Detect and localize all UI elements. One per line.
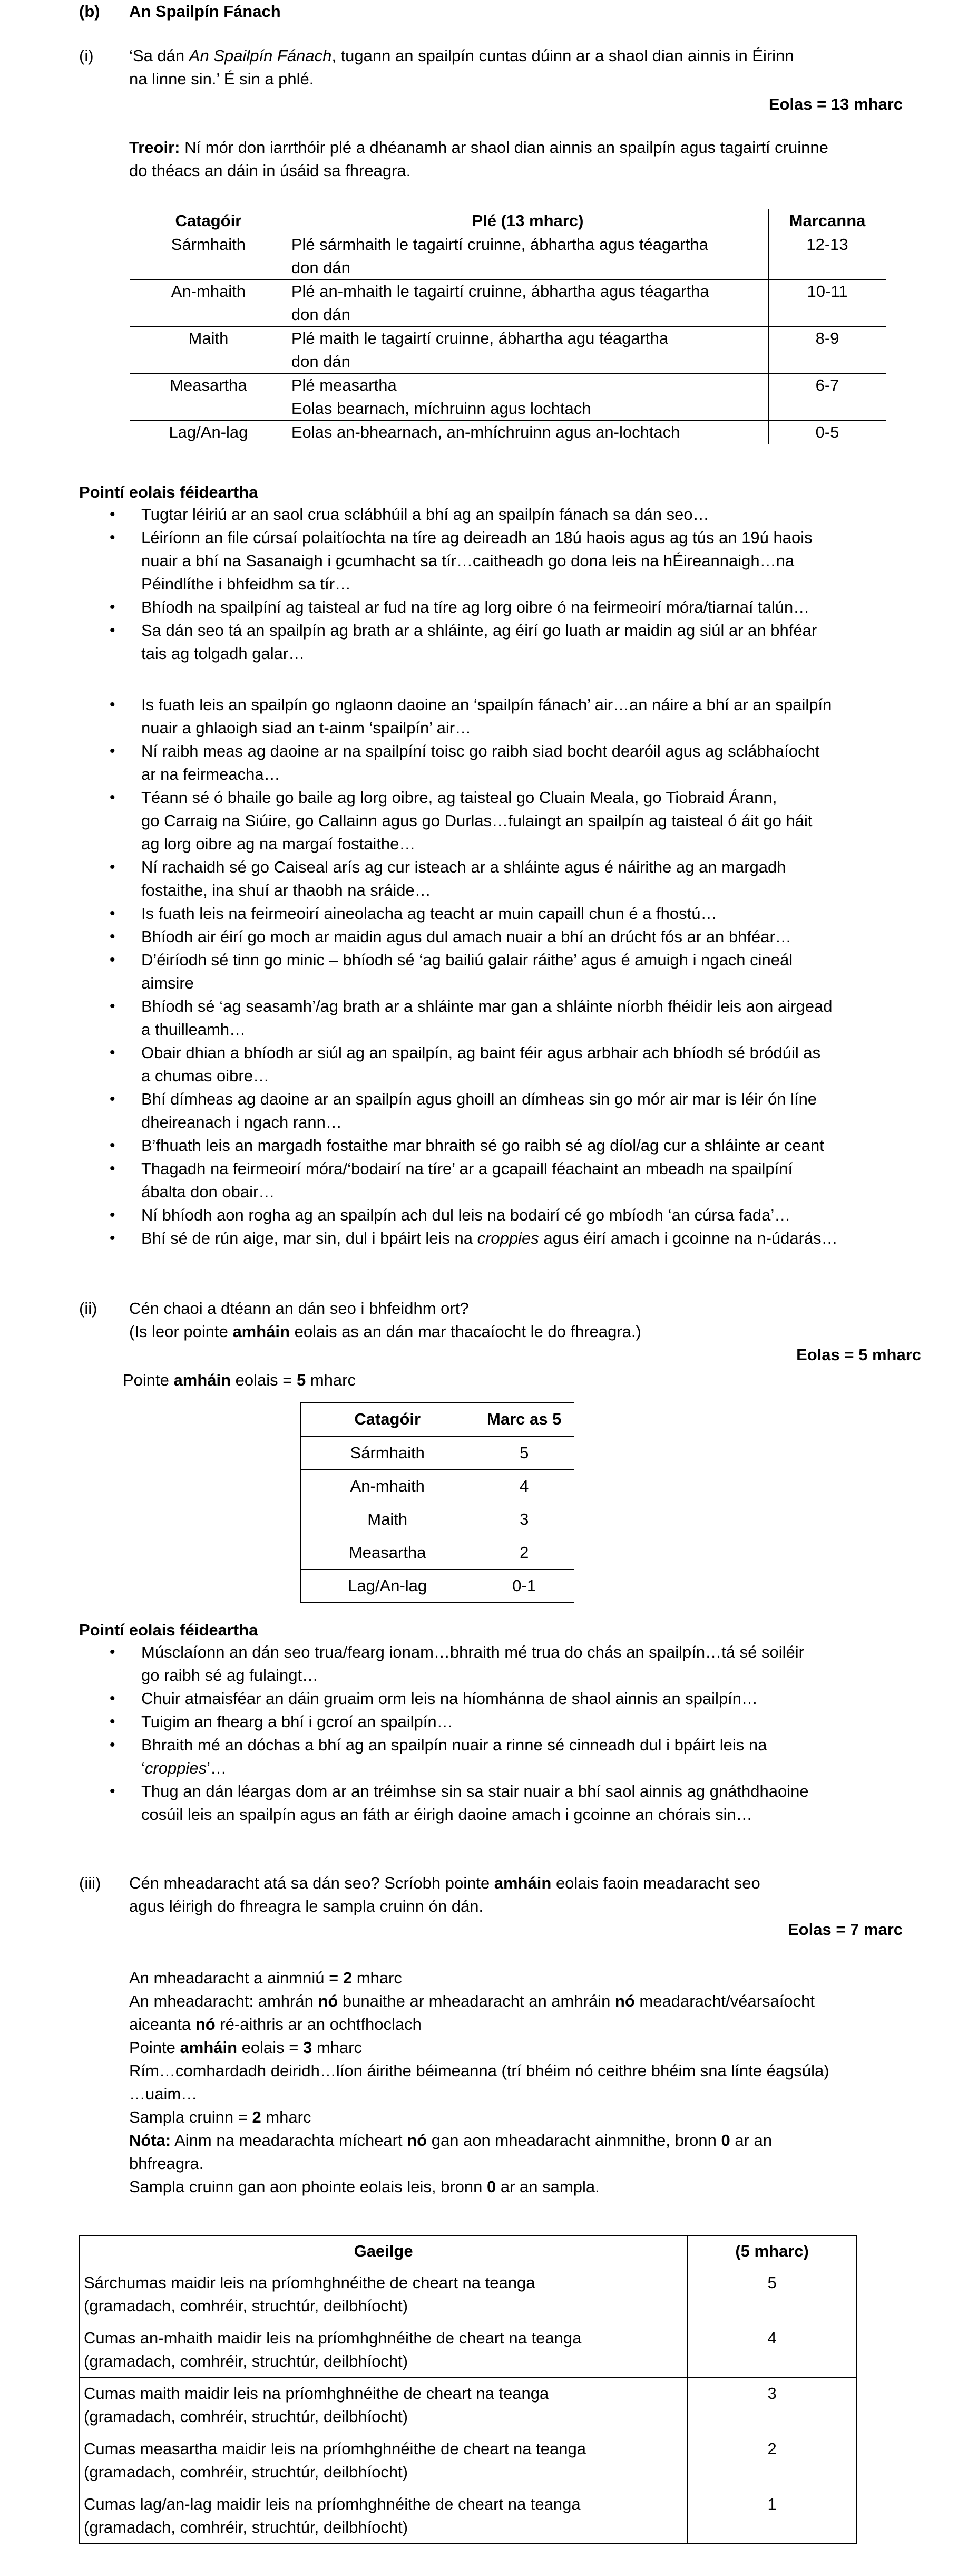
list-item (141, 1204, 911, 1227)
q3-question (129, 1872, 893, 1918)
point-line: • Ní rachaidh sé go Caiseal arís ag cur isteach ar a shláinte agus é náirithe ag an margadh (141, 858, 786, 876)
point-line: go raibh sé ag fulaingt… (141, 1666, 319, 1684)
q3-note-text: Rím…comhardadh deiridh…líon áirithe béimeanna (trí bhéim nó ceithre bhéim sna línte éagsúla) (129, 2061, 829, 2080)
q3-number: (iii) (79, 1874, 101, 1892)
q3-note-bold: 0 (721, 2131, 730, 2149)
table-cell-category: Measartha (130, 374, 287, 421)
q3-note-text: ré-aithris ar an ochtfhoclach (215, 2015, 422, 2033)
col-header: Plé (13 mharc) (287, 209, 768, 233)
table-cell-mark: 2 (688, 2433, 857, 2488)
table-row (130, 327, 886, 374)
table-cell-category: Maith (130, 327, 287, 374)
ple-line1: Plé an-mhaith le tagairtí cruinne, ábhartha agus téagartha (291, 282, 709, 301)
q3-note-text: ar an (730, 2131, 773, 2149)
point-line: • Thagadh na feirmeoirí móra/‘bodairí na tíre’ ar a gcapaill féachaint an mbeadh na spailpíní (141, 1159, 793, 1178)
q1-q-italic: An Spailpín Fánach (189, 46, 332, 65)
table-cell-mark: 1 (688, 2488, 857, 2544)
q3-note-bold: 2 (252, 2108, 261, 2126)
q3-note-bold: nó (318, 1992, 338, 2010)
q2-question-text: Cén chaoi a dtéann an dán seo i bhfeidhm ort? (129, 1299, 469, 1318)
table-cell-mark: 5 (688, 2267, 857, 2322)
desc-line: (gramadach, comhréir, struchtúr, deilbhíocht) (84, 2297, 408, 2315)
q3-note-text: ar an sampla. (496, 2177, 600, 2196)
point-line: dheireanach i ngach rann… (141, 1113, 342, 1131)
point-line: Bhí sé de rún aige, mar sin, dul i bpáirt leis na (141, 1229, 477, 1247)
desc-line: (gramadach, comhréir, struchtúr, deilbhíocht) (84, 2352, 408, 2370)
q1-points-list (141, 503, 911, 665)
list-item (141, 1157, 911, 1204)
table-cell-mark: 3 (688, 2378, 857, 2433)
table-row (130, 280, 886, 327)
q2-pointe (123, 1369, 356, 1392)
list-item (141, 503, 911, 526)
point-line: • Chuir atmaisféar an dáin gruaim orm leis na híomhánna de shaol ainnis an spailpín… (141, 1689, 758, 1708)
point-line: nuair a ghlaoigh siad an t-ainm ‘spailpín’ air… (141, 719, 472, 737)
col-header: Catagóir (301, 1403, 474, 1437)
list-item (141, 619, 911, 665)
table-cell-ple (287, 233, 768, 280)
point-line: Péindlíthe i bhfeidhm sa tír… (141, 575, 351, 593)
point-line: ar na feirmeacha… (141, 765, 280, 783)
q3-note-text: bunaithe ar mheadaracht an amhráin (338, 1992, 615, 2010)
point-line: agus éirí amach i gcoinne na n-údarás… (539, 1229, 838, 1247)
point-line: a thuilleamh… (141, 1020, 246, 1039)
q3-note-bold: nó (614, 1992, 635, 2010)
q1-marking-table (130, 209, 886, 444)
q2-marks: Eolas = 5 mharc (796, 1345, 921, 1364)
q2-number: (ii) (79, 1299, 97, 1318)
point-line: nuair a bhí na Sasanaigh i gcumhacht sa tír…caitheadh go dona leis na hÉireannaigh…na (141, 551, 795, 570)
point-line: • Obair dhian a bhíodh ar siúl ag an spailpín, ag baint féir agus arbhair ach bhíodh sé bródúil as (141, 1043, 821, 1062)
table-row (301, 1503, 574, 1536)
table-cell-marks: 0-5 (769, 421, 886, 444)
treoir-label: Treoir: (129, 138, 180, 157)
table-cell-marks: 8-9 (769, 327, 886, 374)
q2-note: (Is leor pointe (129, 1322, 233, 1341)
list-item (141, 1227, 911, 1250)
list-item (141, 786, 911, 856)
q2-note: eolais as an dán mar thacaíocht le do fhreagra.) (289, 1322, 641, 1341)
table-header-row (130, 209, 886, 233)
table-cell-mark: 4 (688, 2322, 857, 2378)
point-line: • Is fuath leis an spailpín go nglaonn daoine an ‘spailpín fánach’ air…an náire a bhí ar an spailpín (141, 695, 832, 714)
table-cell-ple (287, 421, 768, 444)
point-line: cosúil leis an spailpín agus an fáth ar éirigh daoine amach i gcoinne an chórais sin… (141, 1805, 752, 1824)
ple-line1: Plé sármhaith le tagairtí cruinne, ábhartha agus téagartha (291, 235, 708, 254)
q3-q-text: eolais faoin meadaracht seo (551, 1874, 760, 1892)
point-line: • B’fhuath leis an margadh fostaithe mar bhraith sé go raibh sé ag díol/ag cur a shláinte ar ceant (141, 1136, 824, 1155)
point-line: ag lorg oibre ag na margaí fostaithe… (141, 835, 416, 853)
table-cell-mark: 4 (474, 1470, 574, 1503)
table-row (301, 1570, 574, 1603)
table-cell-category: An-mhaith (130, 280, 287, 327)
point-line: ’… (207, 1759, 227, 1777)
point-line: • Bhíodh air éirí go moch ar maidin agus dul amach nuair a bhí an drúcht fós ar an bhféar… (141, 927, 791, 946)
list-item (141, 740, 911, 786)
table-row (80, 2322, 857, 2378)
q2-points-list (141, 1641, 911, 1826)
ple-line1: Plé maith le tagairtí cruinne, ábhartha agu téagartha (291, 329, 669, 347)
table-row (301, 1536, 574, 1570)
q3-note-text: aiceanta (129, 2015, 195, 2033)
q3-note-text: meadaracht/véarsaíocht (634, 1992, 815, 2010)
treoir-line1: Ní mór don iarrthóir plé a dhéanamh ar shaol dian ainnis an spailpín agus tagairtí cruinne (180, 138, 828, 157)
q3-marks: Eolas = 7 marc (788, 1920, 903, 1939)
q3-note-bold: Nóta: (129, 2131, 171, 2149)
q3-note-bold: amháin (180, 2038, 238, 2057)
q3-note-text: bhfreagra. (129, 2154, 204, 2173)
table-cell-description (80, 2322, 688, 2378)
q1-q-pre: ‘Sa dán (129, 46, 189, 65)
table-cell-mark: 3 (474, 1503, 574, 1536)
q2-points-heading: Pointí eolais féideartha (79, 1621, 258, 1639)
table-cell-marks: 6-7 (769, 374, 886, 421)
point-line: tais ag tolgadh galar… (141, 644, 305, 663)
section-title: An Spailpín Fánach (129, 2, 281, 21)
table-cell-mark: 2 (474, 1536, 574, 1570)
table-cell-marks: 10-11 (769, 280, 886, 327)
gaeilge-marking-table (79, 2235, 857, 2544)
list-item (141, 1041, 911, 1088)
point-line: • Bhí dímheas ag daoine ar an spailpín agus ghoill an dímheas sin go mór air mar is léir ón líne (141, 1090, 817, 1108)
table-cell-ple (287, 280, 768, 327)
list-item (141, 1687, 911, 1710)
treoir-line2: do théacs an dáin in úsáid sa fhreagra. (129, 161, 411, 180)
table-row (301, 1470, 574, 1503)
desc-line: (gramadach, comhréir, struchtúr, deilbhíocht) (84, 2518, 408, 2536)
point-italic: croppies (144, 1759, 207, 1777)
q1-points-list-2 (141, 693, 911, 1250)
q3-note-text: An mheadaracht: amhrán (129, 1992, 318, 2010)
table-row (130, 233, 886, 280)
point-line: • Bhíodh na spailpíní ag taisteal ar fud na tíre ag lorg oibre ó na feirmeoirí móra/tiarnaí talún… (141, 598, 810, 616)
point-line: go Carraig na Siúire, go Callainn agus go Durlas…fulaingt an spailpín ag taisteal ó áit go háit (141, 811, 813, 830)
q3-note-text: mharc (352, 1969, 402, 1987)
table-cell-ple (287, 374, 768, 421)
point-italic: croppies (477, 1229, 539, 1247)
q3-note-text: An mheadaracht a ainmniú = (129, 1969, 343, 1987)
q1-question (129, 44, 893, 91)
table-cell-category: An-mhaith (301, 1470, 474, 1503)
table-row (80, 2433, 857, 2488)
table-cell-category: Lag/An-lag (130, 421, 287, 444)
point-line: fostaithe, ina shuí ar thaobh na sráide… (141, 881, 431, 899)
table-row (130, 374, 886, 421)
q3-note-text: gan aon mheadaracht ainmnithe, bronn (427, 2131, 721, 2149)
q3-note-bold: nó (195, 2015, 216, 2033)
q2-note-bold: amháin (232, 1322, 290, 1341)
table-header-row (301, 1403, 574, 1437)
q3-note-text: mharc (312, 2038, 362, 2057)
q3-note-bold: nó (407, 2131, 427, 2149)
q2-pointe-bold: amháin (173, 1371, 231, 1389)
list-item (141, 1734, 911, 1780)
list-item (141, 1088, 911, 1134)
q3-marking-notes (129, 1967, 930, 2199)
desc-line: (gramadach, comhréir, struchtúr, deilbhíocht) (84, 2463, 408, 2481)
ple-line2: don dán (291, 352, 350, 371)
table-row (80, 2378, 857, 2433)
q3-q-text: Cén mheadaracht atá sa dán seo? Scríobh pointe (129, 1874, 494, 1892)
point-line: • Thug an dán léargas dom ar an tréimhse sin sa stair nuair a bhí saol ainnis ag gnáthdhaoine (141, 1782, 809, 1800)
ple-line2: don dán (291, 305, 350, 324)
table-row (80, 2488, 857, 2544)
list-item (141, 995, 911, 1041)
col-header: Catagóir (130, 209, 287, 233)
table-cell-category: Lag/An-lag (301, 1570, 474, 1603)
table-cell-description (80, 2433, 688, 2488)
desc-line: Sárchumas maidir leis na príomhghnéithe de cheart na teanga (84, 2273, 535, 2292)
list-item (141, 526, 911, 596)
q3-note-text: eolais = (237, 2038, 303, 2057)
list-item (141, 1641, 911, 1687)
table-cell-description (80, 2488, 688, 2544)
desc-line: Cumas an-mhaith maidir leis na príomhghnéithe de cheart na teanga (84, 2329, 582, 2347)
list-item (141, 1710, 911, 1734)
q3-note-bold: 0 (487, 2177, 496, 2196)
table-header-row (80, 2236, 857, 2267)
q3-q-line2: agus léirigh do fhreagra le sampla cruinn ón dán. (129, 1897, 484, 1915)
list-item (141, 856, 911, 902)
q3-note-text: Pointe (129, 2038, 180, 2057)
col-header: Marcanna (769, 209, 886, 233)
list-item (141, 693, 911, 740)
table-cell-category: Measartha (301, 1536, 474, 1570)
point-line: • Is fuath leis na feirmeoirí aineolacha ag teacht ar muin capaill chun é a fhostú… (141, 904, 717, 923)
ple-line1: Eolas an-bhearnach, an-mhíchruinn agus an-lochtach (291, 423, 680, 441)
point-line: • Léiríonn an file cúrsaí polaitíochta na tíre ag deireadh an 18ú haois agus ag tús an 19ú haois (141, 528, 813, 547)
q3-note-bold: 2 (343, 1969, 353, 1987)
q1-marks: Eolas = 13 mharc (768, 95, 903, 113)
list-item (141, 596, 911, 619)
q3-note-text: mharc (261, 2108, 311, 2126)
q2-marking-table (300, 1402, 574, 1603)
q3-note-bold: 3 (303, 2038, 312, 2057)
table-cell-category: Sármhaith (301, 1437, 474, 1470)
list-item (141, 1780, 911, 1826)
table-cell-mark: 5 (474, 1437, 574, 1470)
point-line: • Bhraith mé an dóchas a bhí ag an spailpín nuair a rinne sé cinneadh dul i bpáirt leis na (141, 1736, 767, 1754)
point-line: ‘ (141, 1759, 145, 1777)
point-line: • Tugtar léiriú ar an saol crua sclábhúil a bhí ag an spailpín fánach sa dán seo… (141, 505, 709, 524)
col-header: Marc as 5 (474, 1403, 574, 1437)
desc-line: (gramadach, comhréir, struchtúr, deilbhíocht) (84, 2407, 408, 2426)
point-line: • Téann sé ó bhaile go baile ag lorg oibre, ag taisteal go Cluain Meala, go Tiobraid Árann, (141, 788, 777, 807)
point-line: a chumas oibre… (141, 1067, 269, 1085)
list-item (141, 948, 911, 995)
point-line: • D’éiríodh sé tinn go minic – bhíodh sé ‘ag bailiú galair ráithe’ agus é amuigh i ngach cineál (141, 951, 793, 969)
point-line: • Ní raibh meas ag daoine ar na spailpíní toisc go raibh siad bocht dearóil agus ag sclábhaíocht (141, 742, 820, 760)
q1-q-line2: na linne sin.’ É sin a phlé. (129, 70, 314, 88)
q3-note-text: Sampla cruinn = (129, 2108, 252, 2126)
q2-pointe-text: Pointe (123, 1371, 174, 1389)
point-line: aimsire (141, 974, 194, 992)
col-header: (5 mharc) (688, 2236, 857, 2267)
table-row (130, 421, 886, 444)
q3-note-text: Ainm na meadarachta mícheart (171, 2131, 407, 2149)
list-item (141, 902, 911, 925)
table-cell-category: Maith (301, 1503, 474, 1536)
q3-note-text: …uaim… (129, 2085, 198, 2103)
table-cell-marks: 12-13 (769, 233, 886, 280)
q1-number: (i) (79, 46, 94, 65)
q3-q-bold: amháin (494, 1874, 552, 1892)
ple-line2: Eolas bearnach, míchruinn agus lochtach (291, 399, 591, 418)
point-line: • Músclaíonn an dán seo trua/fearg ionam…bhraith mé trua do chás an spailpín…tá sé soiléir (141, 1643, 804, 1661)
point-line: • Bhíodh sé ‘ag seasamh’/ag brath ar a shláinte mar gan a shláinte níorbh fhéidir leis aon airgead (141, 997, 833, 1015)
ple-line2: don dán (291, 258, 350, 277)
col-header: Gaeilge (80, 2236, 688, 2267)
table-cell-category: Sármhaith (130, 233, 287, 280)
q2-pointe-bold: 5 (297, 1371, 306, 1389)
desc-line: Cumas measartha maidir leis na príomhghnéithe de cheart na teanga (84, 2439, 586, 2458)
q2-pointe-text: eolais = (231, 1371, 297, 1389)
table-row (80, 2267, 857, 2322)
point-line: ábalta don obair… (141, 1183, 275, 1201)
list-item (141, 1134, 911, 1157)
table-cell-mark: 0-1 (474, 1570, 574, 1603)
table-cell-ple (287, 327, 768, 374)
desc-line: Cumas lag/an-lag maidir leis na príomhghnéithe de cheart na teanga (84, 2495, 581, 2513)
point-line: • Tuigim an fhearg a bhí i gcroí an spailpín… (141, 1712, 453, 1731)
q1-q-post: , tugann an spailpín cuntas dúinn ar a shaol dian ainnis in Éirinn (331, 46, 794, 65)
q2-pointe-text: mharc (306, 1371, 356, 1389)
q2-question (129, 1297, 893, 1343)
table-cell-description (80, 2378, 688, 2433)
ple-line1: Plé measartha (291, 376, 397, 394)
q1-points-heading: Pointí eolais féideartha (79, 483, 258, 501)
q3-note-text: Sampla cruinn gan aon phointe eolais leis, bronn (129, 2177, 487, 2196)
table-cell-description (80, 2267, 688, 2322)
point-line: • Ní bhíodh aon rogha ag an spailpín ach dul leis na bodairí cé go mbíodh ‘an cúrsa fada’… (141, 1206, 791, 1224)
q1-treoir (129, 136, 904, 182)
list-item (141, 925, 911, 948)
point-line: • Sa dán seo tá an spailpín ag brath ar a shláinte, ag éirí go luath ar maidin ag siúl ar an bhféar (141, 621, 817, 640)
desc-line: Cumas maith maidir leis na príomhghnéithe de cheart na teanga (84, 2384, 549, 2403)
section-label: (b) (79, 2, 100, 21)
table-row (301, 1437, 574, 1470)
